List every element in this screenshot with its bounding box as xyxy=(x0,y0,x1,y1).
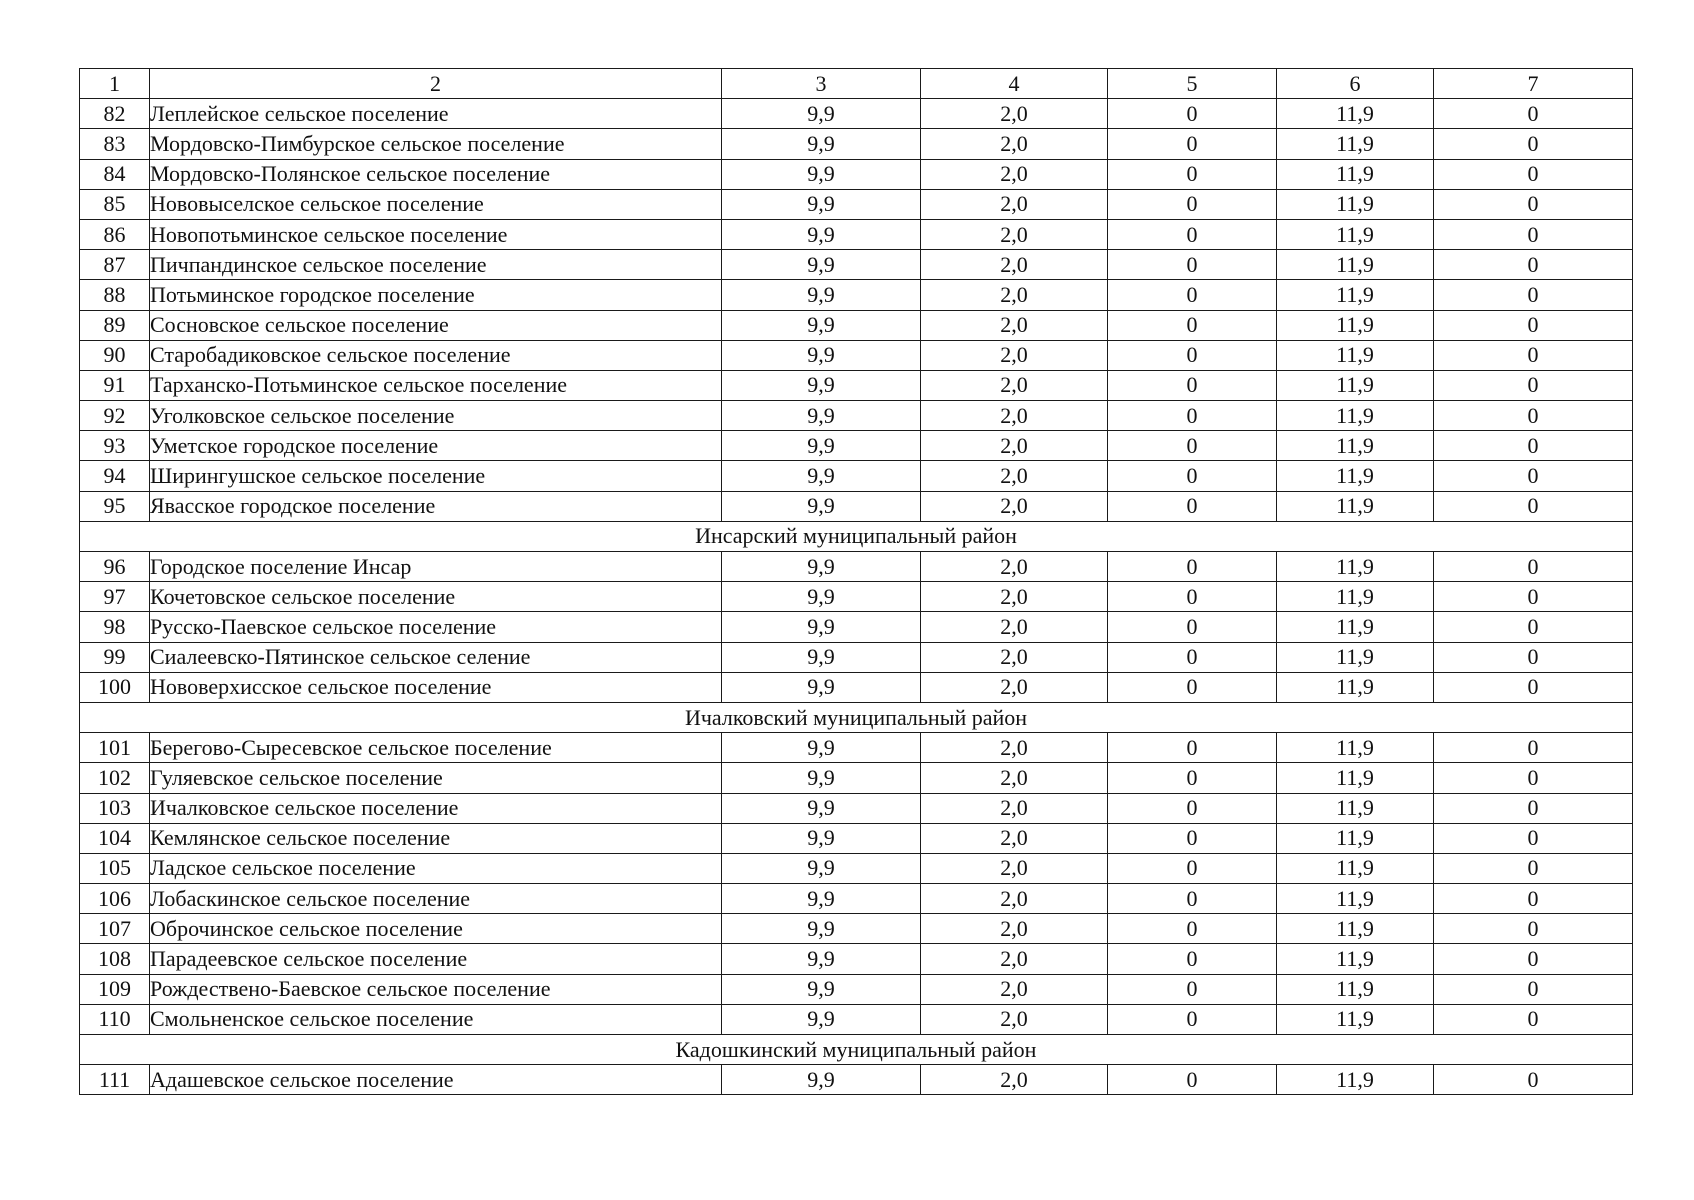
table-row xyxy=(80,129,1633,159)
value-cell: 2,0 xyxy=(921,914,1108,944)
table-row xyxy=(80,219,1633,249)
value-cell: 9,9 xyxy=(722,793,921,823)
value-cell: 0 xyxy=(1108,853,1277,883)
table-row xyxy=(80,672,1633,702)
value-cell: 0 xyxy=(1108,914,1277,944)
row-number-cell: 93 xyxy=(80,431,150,461)
value-cell: 0 xyxy=(1108,552,1277,582)
value-cell: 11,9 xyxy=(1277,219,1434,249)
value-cell: 9,9 xyxy=(722,99,921,129)
value-cell: 11,9 xyxy=(1277,250,1434,280)
value-cell: 2,0 xyxy=(921,793,1108,823)
table-row xyxy=(80,401,1633,431)
value-cell: 2,0 xyxy=(921,884,1108,914)
value-cell: 11,9 xyxy=(1277,974,1434,1004)
value-cell: 11,9 xyxy=(1277,884,1434,914)
value-cell: 2,0 xyxy=(921,431,1108,461)
value-cell: 0 xyxy=(1108,612,1277,642)
value-cell: 11,9 xyxy=(1277,793,1434,823)
value-cell: 2,0 xyxy=(921,280,1108,310)
table-row xyxy=(80,1004,1633,1034)
value-cell: 0 xyxy=(1434,310,1633,340)
value-cell: 0 xyxy=(1108,250,1277,280)
settlement-name-cell: Уметское городское поселение xyxy=(150,431,722,461)
table-row xyxy=(80,944,1633,974)
value-cell: 9,9 xyxy=(722,461,921,491)
table-row xyxy=(80,582,1633,612)
document-page xyxy=(79,68,1632,1095)
row-number-cell: 88 xyxy=(80,280,150,310)
value-cell: 0 xyxy=(1434,582,1633,612)
settlement-name-cell: Сиалеевско-Пятинское сельское селение xyxy=(150,642,722,672)
value-cell: 2,0 xyxy=(921,1065,1108,1095)
value-cell: 0 xyxy=(1108,793,1277,823)
value-cell: 9,9 xyxy=(722,763,921,793)
value-cell: 0 xyxy=(1434,733,1633,763)
value-cell: 2,0 xyxy=(921,552,1108,582)
settlement-name-cell: Старобадиковское сельское поселение xyxy=(150,340,722,370)
row-number-cell: 87 xyxy=(80,250,150,280)
value-cell: 0 xyxy=(1108,1004,1277,1034)
settlement-name-cell: Городское поселение Инсар xyxy=(150,552,722,582)
table-row xyxy=(80,431,1633,461)
row-number-cell: 102 xyxy=(80,763,150,793)
value-cell: 2,0 xyxy=(921,461,1108,491)
value-cell: 2,0 xyxy=(921,582,1108,612)
value-cell: 9,9 xyxy=(722,219,921,249)
value-cell: 0 xyxy=(1108,219,1277,249)
row-number-cell: 108 xyxy=(80,944,150,974)
value-cell: 11,9 xyxy=(1277,401,1434,431)
value-cell: 9,9 xyxy=(722,642,921,672)
value-cell: 2,0 xyxy=(921,189,1108,219)
value-cell: 0 xyxy=(1108,159,1277,189)
value-cell: 0 xyxy=(1434,642,1633,672)
value-cell: 0 xyxy=(1108,189,1277,219)
value-cell: 0 xyxy=(1434,189,1633,219)
value-cell: 2,0 xyxy=(921,310,1108,340)
value-cell: 0 xyxy=(1108,461,1277,491)
settlement-name-cell: Пичпандинское сельское поселение xyxy=(150,250,722,280)
table-row xyxy=(80,189,1633,219)
value-cell: 9,9 xyxy=(722,672,921,702)
value-cell: 0 xyxy=(1434,431,1633,461)
table-row xyxy=(80,974,1633,1004)
settlement-name-cell: Явасское городское поселение xyxy=(150,491,722,521)
value-cell: 2,0 xyxy=(921,974,1108,1004)
value-cell: 0 xyxy=(1434,612,1633,642)
value-cell: 11,9 xyxy=(1277,491,1434,521)
row-number-cell: 95 xyxy=(80,491,150,521)
row-number-cell: 94 xyxy=(80,461,150,491)
row-number-cell: 103 xyxy=(80,793,150,823)
row-number-cell: 91 xyxy=(80,370,150,400)
value-cell: 0 xyxy=(1434,370,1633,400)
value-cell: 9,9 xyxy=(722,159,921,189)
value-cell: 0 xyxy=(1108,99,1277,129)
value-cell: 0 xyxy=(1434,823,1633,853)
value-cell: 0 xyxy=(1108,582,1277,612)
value-cell: 0 xyxy=(1108,974,1277,1004)
value-cell: 9,9 xyxy=(722,823,921,853)
value-cell: 11,9 xyxy=(1277,189,1434,219)
settlement-name-cell: Мордовско-Пимбурское сельское поселение xyxy=(150,129,722,159)
district-title: Ичалковский муниципальный район xyxy=(80,702,1633,732)
row-number-cell: 90 xyxy=(80,340,150,370)
value-cell: 0 xyxy=(1434,914,1633,944)
value-cell: 9,9 xyxy=(722,582,921,612)
row-number-cell: 82 xyxy=(80,99,150,129)
value-cell: 0 xyxy=(1108,944,1277,974)
settlement-name-cell: Нововыселское сельское поселение xyxy=(150,189,722,219)
value-cell: 11,9 xyxy=(1277,159,1434,189)
value-cell: 0 xyxy=(1108,672,1277,702)
value-cell: 9,9 xyxy=(722,370,921,400)
district-section-row xyxy=(80,702,1633,732)
table-row xyxy=(80,491,1633,521)
value-cell: 2,0 xyxy=(921,370,1108,400)
settlement-name-cell: Леплейское сельское поселение xyxy=(150,99,722,129)
value-cell: 0 xyxy=(1434,129,1633,159)
value-cell: 0 xyxy=(1108,280,1277,310)
table-row xyxy=(80,853,1633,883)
table-row xyxy=(80,884,1633,914)
settlement-name-cell: Ладское сельское поселение xyxy=(150,853,722,883)
value-cell: 2,0 xyxy=(921,612,1108,642)
row-number-cell: 86 xyxy=(80,219,150,249)
district-section-row xyxy=(80,521,1633,551)
table-row xyxy=(80,280,1633,310)
value-cell: 11,9 xyxy=(1277,340,1434,370)
row-number-cell: 111 xyxy=(80,1065,150,1095)
row-number-cell: 101 xyxy=(80,733,150,763)
value-cell: 11,9 xyxy=(1277,823,1434,853)
value-cell: 11,9 xyxy=(1277,99,1434,129)
value-cell: 0 xyxy=(1434,401,1633,431)
value-cell: 11,9 xyxy=(1277,944,1434,974)
value-cell: 0 xyxy=(1434,280,1633,310)
settlement-name-cell: Русско-Паевское сельское поселение xyxy=(150,612,722,642)
settlement-name-cell: Кемлянское сельское поселение xyxy=(150,823,722,853)
value-cell: 2,0 xyxy=(921,340,1108,370)
value-cell: 9,9 xyxy=(722,491,921,521)
value-cell: 0 xyxy=(1108,884,1277,914)
value-cell: 11,9 xyxy=(1277,1065,1434,1095)
value-cell: 0 xyxy=(1108,431,1277,461)
value-cell: 0 xyxy=(1108,129,1277,159)
value-cell: 11,9 xyxy=(1277,1004,1434,1034)
district-section-row xyxy=(80,1035,1633,1065)
value-cell: 9,9 xyxy=(722,974,921,1004)
settlement-name-cell: Ичалковское сельское поселение xyxy=(150,793,722,823)
table-row xyxy=(80,370,1633,400)
settlement-name-cell: Ширингушское сельское поселение xyxy=(150,461,722,491)
value-cell: 2,0 xyxy=(921,853,1108,883)
value-cell: 9,9 xyxy=(722,914,921,944)
settlements-table xyxy=(79,68,1633,1095)
district-title: Кадошкинский муниципальный район xyxy=(80,1035,1633,1065)
table-row xyxy=(80,763,1633,793)
settlement-name-cell: Тарханско-Потьминское сельское поселение xyxy=(150,370,722,400)
row-number-cell: 109 xyxy=(80,974,150,1004)
table-row xyxy=(80,99,1633,129)
value-cell: 0 xyxy=(1108,491,1277,521)
value-cell: 9,9 xyxy=(722,1065,921,1095)
settlement-name-cell: Лобаскинское сельское поселение xyxy=(150,884,722,914)
value-cell: 11,9 xyxy=(1277,310,1434,340)
column-number-cell: 1 xyxy=(80,69,150,99)
value-cell: 11,9 xyxy=(1277,672,1434,702)
table-row xyxy=(80,733,1633,763)
value-cell: 9,9 xyxy=(722,431,921,461)
column-number-cell: 5 xyxy=(1108,69,1277,99)
row-number-cell: 105 xyxy=(80,853,150,883)
value-cell: 11,9 xyxy=(1277,129,1434,159)
table-row xyxy=(80,159,1633,189)
row-number-cell: 99 xyxy=(80,642,150,672)
column-number-cell: 4 xyxy=(921,69,1108,99)
value-cell: 9,9 xyxy=(722,189,921,219)
value-cell: 0 xyxy=(1434,763,1633,793)
value-cell: 2,0 xyxy=(921,944,1108,974)
value-cell: 9,9 xyxy=(722,1004,921,1034)
value-cell: 11,9 xyxy=(1277,763,1434,793)
value-cell: 11,9 xyxy=(1277,431,1434,461)
row-number-cell: 107 xyxy=(80,914,150,944)
value-cell: 2,0 xyxy=(921,219,1108,249)
value-cell: 0 xyxy=(1434,159,1633,189)
value-cell: 9,9 xyxy=(722,250,921,280)
value-cell: 2,0 xyxy=(921,401,1108,431)
value-cell: 0 xyxy=(1434,974,1633,1004)
row-number-cell: 83 xyxy=(80,129,150,159)
value-cell: 0 xyxy=(1108,401,1277,431)
settlement-name-cell: Сосновское сельское поселение xyxy=(150,310,722,340)
value-cell: 9,9 xyxy=(722,280,921,310)
value-cell: 2,0 xyxy=(921,763,1108,793)
value-cell: 9,9 xyxy=(722,612,921,642)
table-row xyxy=(80,250,1633,280)
value-cell: 2,0 xyxy=(921,823,1108,853)
row-number-cell: 106 xyxy=(80,884,150,914)
column-number-cell: 6 xyxy=(1277,69,1434,99)
value-cell: 0 xyxy=(1434,491,1633,521)
value-cell: 9,9 xyxy=(722,340,921,370)
value-cell: 9,9 xyxy=(722,944,921,974)
row-number-cell: 96 xyxy=(80,552,150,582)
table-row xyxy=(80,340,1633,370)
value-cell: 0 xyxy=(1108,1065,1277,1095)
settlement-name-cell: Мордовско-Полянское сельское поселение xyxy=(150,159,722,189)
value-cell: 2,0 xyxy=(921,1004,1108,1034)
value-cell: 11,9 xyxy=(1277,461,1434,491)
value-cell: 0 xyxy=(1434,552,1633,582)
value-cell: 9,9 xyxy=(722,129,921,159)
value-cell: 0 xyxy=(1108,763,1277,793)
value-cell: 0 xyxy=(1434,1004,1633,1034)
value-cell: 0 xyxy=(1108,370,1277,400)
column-number-row xyxy=(80,69,1633,99)
value-cell: 9,9 xyxy=(722,853,921,883)
row-number-cell: 85 xyxy=(80,189,150,219)
column-number-cell: 2 xyxy=(150,69,722,99)
row-number-cell: 104 xyxy=(80,823,150,853)
value-cell: 2,0 xyxy=(921,672,1108,702)
settlement-name-cell: Рождествено-Баевское сельское поселение xyxy=(150,974,722,1004)
value-cell: 0 xyxy=(1434,461,1633,491)
value-cell: 0 xyxy=(1434,99,1633,129)
settlement-name-cell: Кочетовское сельское поселение xyxy=(150,582,722,612)
settlement-name-cell: Парадеевское сельское поселение xyxy=(150,944,722,974)
value-cell: 0 xyxy=(1434,340,1633,370)
row-number-cell: 89 xyxy=(80,310,150,340)
value-cell: 2,0 xyxy=(921,129,1108,159)
value-cell: 0 xyxy=(1108,733,1277,763)
value-cell: 9,9 xyxy=(722,401,921,431)
settlement-name-cell: Оброчинское сельское поселение xyxy=(150,914,722,944)
table-row xyxy=(80,461,1633,491)
value-cell: 0 xyxy=(1108,642,1277,672)
row-number-cell: 92 xyxy=(80,401,150,431)
table-row xyxy=(80,642,1633,672)
table-row xyxy=(80,310,1633,340)
value-cell: 0 xyxy=(1434,793,1633,823)
settlement-name-cell: Потьминское городское поселение xyxy=(150,280,722,310)
value-cell: 11,9 xyxy=(1277,280,1434,310)
value-cell: 9,9 xyxy=(722,552,921,582)
value-cell: 11,9 xyxy=(1277,370,1434,400)
table-row xyxy=(80,1065,1633,1095)
settlement-name-cell: Новопотьминское сельское поселение xyxy=(150,219,722,249)
table-row xyxy=(80,612,1633,642)
value-cell: 0 xyxy=(1434,219,1633,249)
value-cell: 2,0 xyxy=(921,642,1108,672)
row-number-cell: 97 xyxy=(80,582,150,612)
value-cell: 0 xyxy=(1108,823,1277,853)
settlement-name-cell: Смольненское сельское поселение xyxy=(150,1004,722,1034)
value-cell: 9,9 xyxy=(722,884,921,914)
row-number-cell: 110 xyxy=(80,1004,150,1034)
value-cell: 11,9 xyxy=(1277,853,1434,883)
settlement-name-cell: Гуляевское сельское поселение xyxy=(150,763,722,793)
value-cell: 11,9 xyxy=(1277,733,1434,763)
row-number-cell: 84 xyxy=(80,159,150,189)
table-row xyxy=(80,552,1633,582)
value-cell: 0 xyxy=(1108,310,1277,340)
value-cell: 11,9 xyxy=(1277,612,1434,642)
row-number-cell: 100 xyxy=(80,672,150,702)
value-cell: 2,0 xyxy=(921,250,1108,280)
value-cell: 11,9 xyxy=(1277,642,1434,672)
value-cell: 0 xyxy=(1434,1065,1633,1095)
district-title: Инсарский муниципальный район xyxy=(80,521,1633,551)
settlement-name-cell: Берегово-Сыресевское сельское поселение xyxy=(150,733,722,763)
value-cell: 0 xyxy=(1434,884,1633,914)
value-cell: 11,9 xyxy=(1277,914,1434,944)
table-row xyxy=(80,793,1633,823)
settlement-name-cell: Адашевское сельское поселение xyxy=(150,1065,722,1095)
value-cell: 2,0 xyxy=(921,99,1108,129)
table-row xyxy=(80,914,1633,944)
value-cell: 11,9 xyxy=(1277,582,1434,612)
value-cell: 2,0 xyxy=(921,733,1108,763)
value-cell: 11,9 xyxy=(1277,552,1434,582)
value-cell: 0 xyxy=(1434,672,1633,702)
value-cell: 9,9 xyxy=(722,310,921,340)
value-cell: 0 xyxy=(1434,250,1633,280)
column-number-cell: 3 xyxy=(722,69,921,99)
value-cell: 2,0 xyxy=(921,159,1108,189)
settlement-name-cell: Уголковское сельское поселение xyxy=(150,401,722,431)
column-number-cell: 7 xyxy=(1434,69,1633,99)
value-cell: 0 xyxy=(1434,853,1633,883)
value-cell: 9,9 xyxy=(722,733,921,763)
settlement-name-cell: Нововерхисское сельское поселение xyxy=(150,672,722,702)
value-cell: 0 xyxy=(1434,944,1633,974)
value-cell: 0 xyxy=(1108,340,1277,370)
table-row xyxy=(80,823,1633,853)
row-number-cell: 98 xyxy=(80,612,150,642)
value-cell: 2,0 xyxy=(921,491,1108,521)
table-body xyxy=(80,69,1633,1095)
